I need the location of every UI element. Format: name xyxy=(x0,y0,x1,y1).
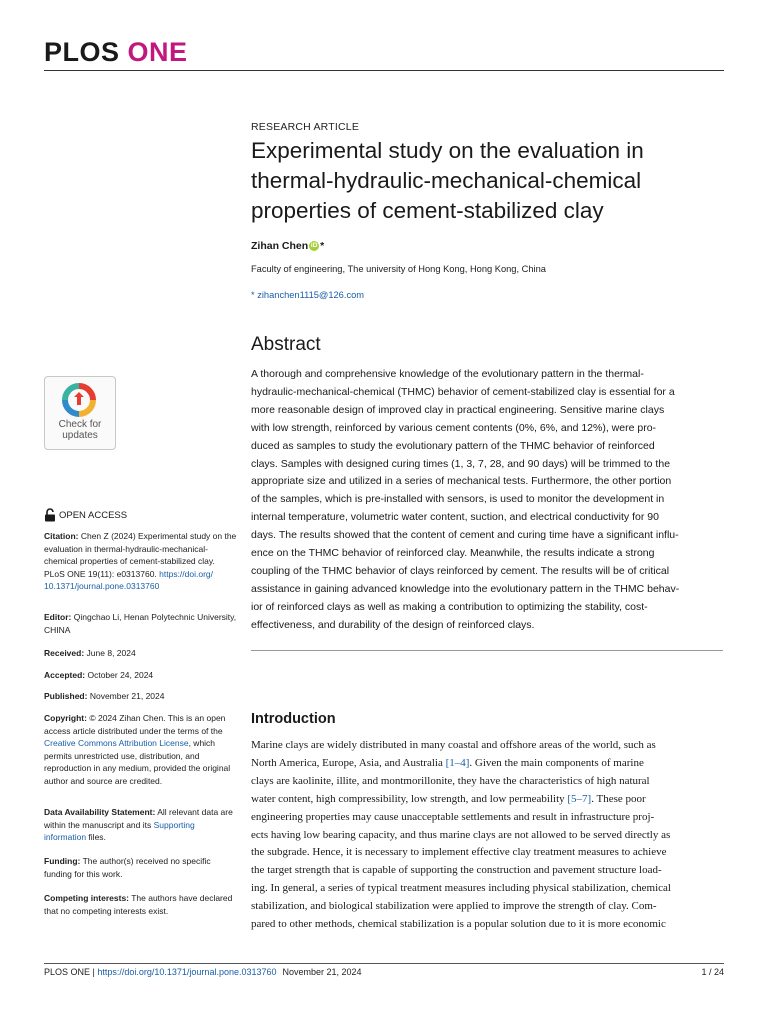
abstract-line: clays. Samples with designed curing times (1, 3, 7, 28, and 90 days) will be trimmed to the xyxy=(251,457,671,470)
copyright-text: © 2024 Zihan Chen. This is an open xyxy=(89,713,226,723)
abstract-line: effectiveness, and durability of the design of reinforced clays. xyxy=(251,618,535,631)
funding-text: funding for this work. xyxy=(44,868,123,879)
abstract-line: of the samples, which is pre-installed with sensors, is used to monitor the development in xyxy=(251,493,665,506)
email-link[interactable]: zihanchen1115@126.com xyxy=(257,290,365,300)
corresponding-mark: * xyxy=(251,290,255,300)
published-label: Published: xyxy=(44,691,88,701)
email-row xyxy=(251,290,364,300)
reference-link[interactable]: [1–4] xyxy=(445,756,470,769)
abstract-divider xyxy=(251,650,723,651)
abstract-line: appropriate size and utilized in a series of mechanical tests. Furthermore, the other portion xyxy=(251,475,672,488)
copyright-text: permits unrestricted use, distribution, and xyxy=(44,750,200,761)
article-title xyxy=(251,136,721,226)
introduction-text xyxy=(251,737,725,934)
intro-line: clays are kaolinite, illite, and montmorillonite, they have the characteristics of high natural xyxy=(251,774,650,787)
intro-line: ects having low bearing capacity, and thus marine clays are not allowed to be served directly as xyxy=(251,828,671,841)
check-updates-line: Check for xyxy=(58,419,102,430)
accepted-date: October 24, 2024 xyxy=(87,670,154,680)
abstract-line: days. The results showed that the content of cement and curing time have a significant influ- xyxy=(251,529,679,542)
open-access-badge xyxy=(44,508,127,522)
citation-doi-link[interactable]: https://doi.org/ xyxy=(159,568,214,579)
citation-text: Chen Z (2024) Experimental study on the xyxy=(80,531,237,541)
page-footer xyxy=(44,967,724,977)
data-availability-block xyxy=(44,806,234,844)
license-link[interactable]: Creative Commons Attribution License xyxy=(44,738,189,748)
copyright-label: Copyright: xyxy=(44,713,87,723)
accepted-block xyxy=(44,669,234,682)
check-updates-label xyxy=(45,419,115,441)
editor-text: Qingchao Li, Henan Polytechnic University, xyxy=(73,612,237,622)
copyright-text: , which xyxy=(188,738,216,748)
supporting-info-link[interactable]: information xyxy=(44,832,87,842)
abstract-line: internal temperature, volumetric water content, suction, and electrical conductivity for 90 xyxy=(251,511,659,524)
intro-line: Marine clays are widely distributed in many coastal and offshore areas of the world, such as xyxy=(251,739,656,751)
affiliation: Faculty of engineering, The university of Hong Kong, Hong Kong, China xyxy=(251,264,546,274)
footer-date: November 21, 2024 xyxy=(282,967,362,977)
citation-text: evaluation in thermal-hydraulic-mechanical- xyxy=(44,543,208,554)
funding-block xyxy=(44,855,234,880)
competing-interests-block xyxy=(44,892,234,917)
title-line: properties of cement-stabilized clay xyxy=(251,198,604,223)
abstract-text xyxy=(251,366,725,635)
copyright-block xyxy=(44,712,234,787)
abstract-line: ence on the THMC behavior of reinforced clay. Meanwhile, the results indicate a strong xyxy=(251,547,655,560)
accepted-label: Accepted: xyxy=(44,670,86,680)
footer-divider xyxy=(44,963,724,964)
title-line: thermal-hydraulic-mechanical-chemical xyxy=(251,168,642,193)
intro-line: stabilization, and biological stabilization were applied to improve the strength of clay. Com- xyxy=(251,900,657,913)
copyright-text: reproduction in any medium, provided the original xyxy=(44,763,231,773)
journal-logo[interactable] xyxy=(44,36,188,68)
abstract-line: ior of reinforced clays as well as making a contribution to optimizing the stability, cost- xyxy=(251,600,648,613)
data-availability-text: All relevant data are xyxy=(155,807,233,817)
competing-interests-label: Competing interests: xyxy=(44,893,130,903)
introduction-heading: Introduction xyxy=(251,711,336,727)
citation-text: chemical properties of cement-stabilized clay. xyxy=(44,556,215,566)
footer-journal: PLOS ONE | xyxy=(44,967,98,977)
check-for-updates-button[interactable] xyxy=(44,376,116,450)
check-updates-icon xyxy=(62,383,96,417)
copyright-text: author and source are credited. xyxy=(44,775,163,786)
funding-text: The author(s) received no specific xyxy=(80,856,211,866)
published-block xyxy=(44,690,234,703)
author-line xyxy=(251,240,324,252)
orcid-icon[interactable]: iD xyxy=(310,242,318,249)
corresponding-mark: * xyxy=(320,240,325,252)
editor-text: CHINA xyxy=(44,624,71,635)
title-line: Experimental study on the evaluation in xyxy=(251,138,644,163)
citation-block xyxy=(44,530,237,593)
intro-text: water content, high compressibility, low strength, and low permeability xyxy=(251,792,568,805)
data-availability-label: Data Availability Statement: xyxy=(44,807,156,817)
abstract-line: more reasonable design of improved clay in practical engineering. Sensitive marine clays xyxy=(251,403,665,416)
received-label: Received: xyxy=(44,648,85,658)
intro-line: the target strength that is capable of supporting the construction and pavement structure load- xyxy=(251,864,662,877)
open-access-label: OPEN ACCESS xyxy=(59,509,128,521)
open-lock-icon xyxy=(44,508,56,522)
intro-line: engineering properties may cause unacceptable settlements and result in infrastructure proj- xyxy=(251,810,655,823)
intro-line: the subgrade. Hence, it is necessary to implement effective clay treatment measures to achieve xyxy=(251,846,667,859)
intro-line xyxy=(251,755,725,773)
competing-interests-text: that no competing interests exist. xyxy=(44,905,169,916)
page-number: 1 / 24 xyxy=(701,967,724,977)
abstract-line: with low strength, reinforced by various cement contents (0%, 6%, and 12%), were pro- xyxy=(251,421,657,434)
abstract-line: coupling of the THMC behavior of clays reinforced by cement. The results will be of critical xyxy=(251,564,670,577)
logo-plos: PLOS xyxy=(44,37,120,67)
received-date: June 8, 2024 xyxy=(86,648,136,658)
abstract-line: duced as samples to study the evolutionary pattern of the THMC behavior of reinforced xyxy=(251,439,655,452)
article-type: RESEARCH ARTICLE xyxy=(251,121,360,133)
editor-block xyxy=(44,611,237,636)
check-updates-line: updates xyxy=(62,430,98,441)
citation-label: Citation: xyxy=(44,531,79,541)
footer-doi-link[interactable]: https://doi.org/10.1371/journal.pone.0313760 xyxy=(97,967,277,977)
header-divider xyxy=(44,70,724,71)
editor-label: Editor: xyxy=(44,612,72,622)
published-date: November 21, 2024 xyxy=(89,691,165,701)
abstract-line: A thorough and comprehensive knowledge of the evolutionary pattern in the thermal- xyxy=(251,368,644,380)
intro-line xyxy=(251,791,725,809)
citation-text: PLoS ONE 19(11): e0313760. xyxy=(44,568,160,579)
intro-text: . These poor xyxy=(591,792,646,805)
reference-link[interactable]: [5–7] xyxy=(567,792,592,805)
data-availability-text: within the manuscript and its xyxy=(44,819,154,830)
intro-line: ing. In general, a series of typical treatment measures including physical stabilization, chemical xyxy=(251,882,671,895)
abstract-heading: Abstract xyxy=(251,334,321,355)
funding-label: Funding: xyxy=(44,856,81,866)
logo-one: ONE xyxy=(119,37,188,67)
citation-doi-link[interactable]: 10.1371/journal.pone.0313760 xyxy=(44,581,160,591)
data-availability-text: files. xyxy=(86,832,106,842)
intro-text: North America, Europe, Asia, and Australia xyxy=(251,756,446,769)
abstract-line: hydraulic-mechanical-chemical (THMC) behavior of cement-stabilized clay is essential for a xyxy=(251,385,675,398)
competing-interests-text: The authors have declared xyxy=(129,893,233,903)
copyright-text: access article distributed under the terms of the xyxy=(44,725,223,736)
abstract-line: assistance in gaining advanced knowledge into the evolutionary pattern in the THMC behav- xyxy=(251,582,680,595)
intro-text: . Given the main components of marine xyxy=(469,756,644,769)
received-block xyxy=(44,647,234,660)
intro-line: pared to other methods, chemical stabilization is a popular solution due to it is more economic xyxy=(251,918,666,931)
author-name[interactable]: Zihan Chen xyxy=(251,240,309,252)
supporting-info-link[interactable]: Supporting xyxy=(153,819,195,830)
